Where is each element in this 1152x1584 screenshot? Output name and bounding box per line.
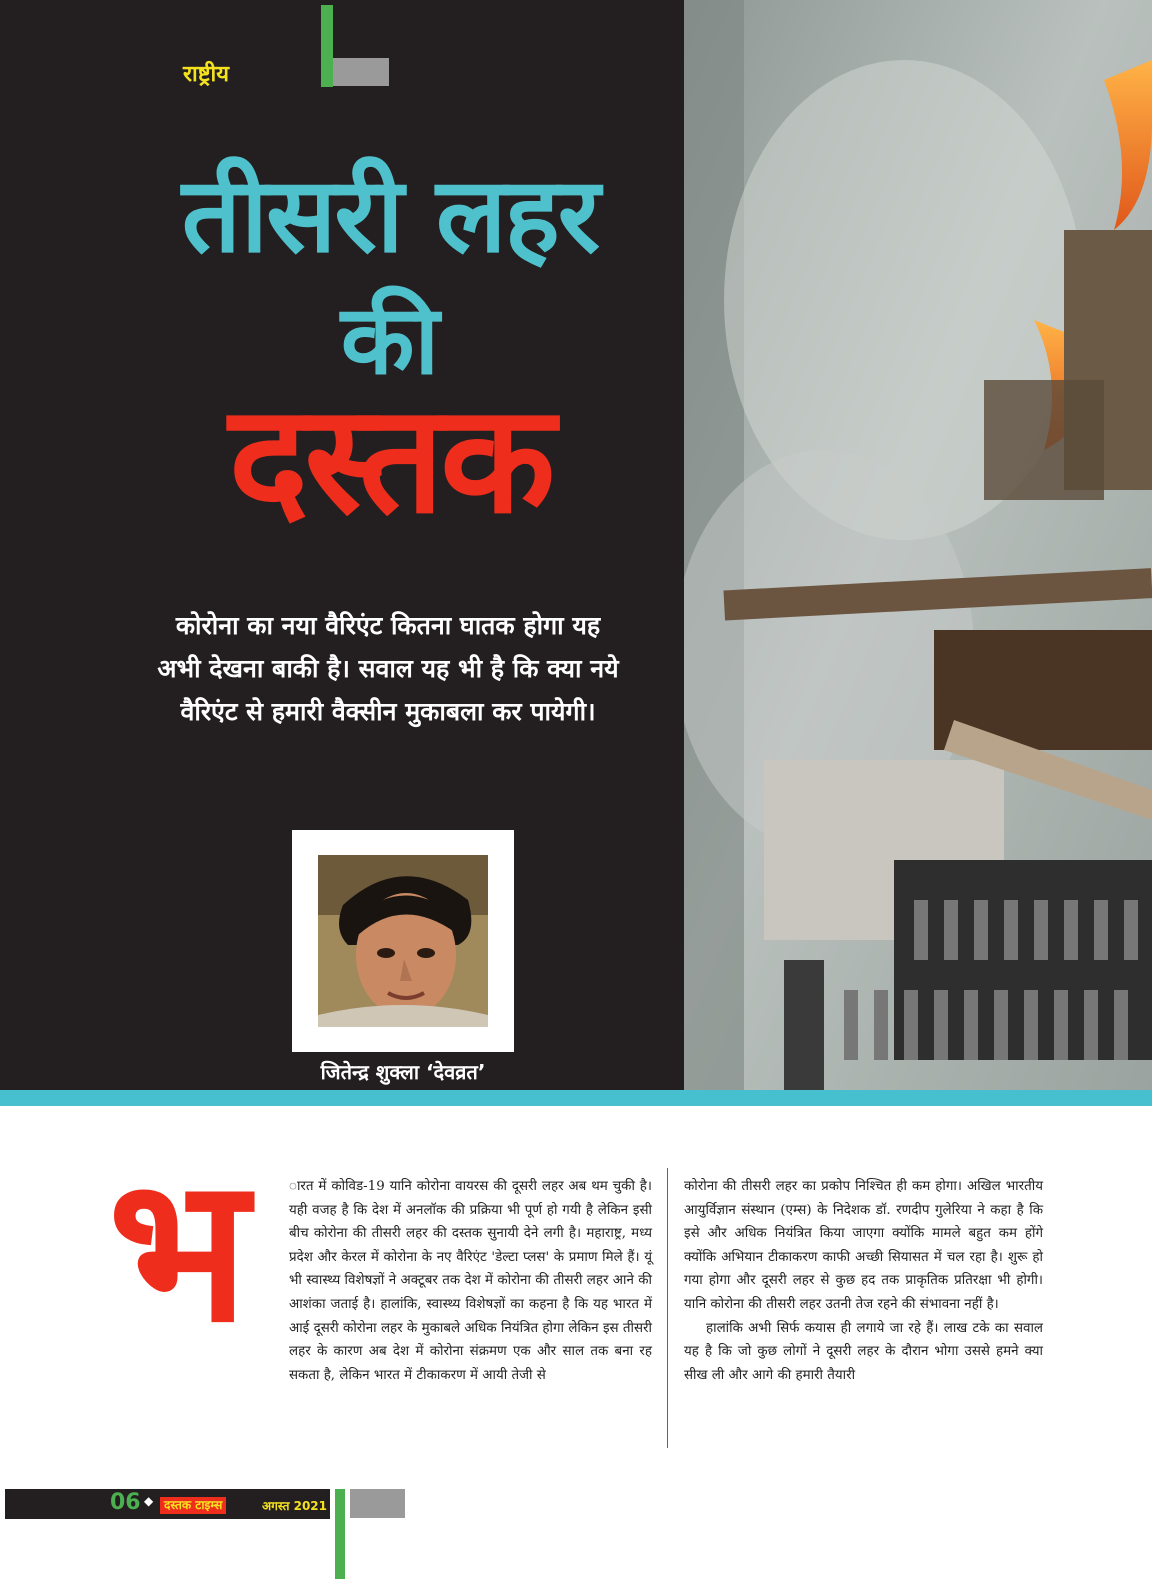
green-accent-bar: [335, 1489, 345, 1579]
issue-date: अगस्त 2021: [262, 1499, 328, 1513]
body-paragraph: हालांकि अभी सिर्फ कयास ही लगाये जा रहे हैं। लाख टके का सवाल यह है कि जो कुछ लोगों ने दूसरी लहर के दौरान भोगा उससे हमने क्या सीख ली और आगे की हमारी तैयारी: [684, 1320, 1043, 1383]
author-photo: [318, 855, 488, 1027]
body-paragraph: कोरोना की तीसरी लहर का प्रकोप निश्चित ही कम होगा। अखिल भारतीय आयुर्विज्ञान संस्थान (एम्स) के निदेशक डॉ. रणदीप गुलेरिया ने कहा है कि इसे और अधिक नियंत्रित किया जाएगा क्योंकि मामले बहुत कम होंगे क्योंकि अभियान टीकाकरण काफी अच्छी सियासत में चल रहा है। शुरू हो गया होगा और दूसरी लहर से कुछ हद तक प्राकृतिक प्रतिरक्षा भी होगी। यानि कोरोना की तीसरी लहर उतनी तेज रहने की संभावना नहीं है।: [684, 1179, 1043, 1312]
deck-line-1: कोरोना का नया वैरिएंट कितना घातक होगा यह: [175, 611, 601, 640]
section-label: राष्ट्रीय: [183, 62, 230, 87]
drop-cap: भ: [108, 1132, 249, 1367]
deck-line-2: अभी देखना बाकी है। सवाल यह भी है कि क्या नये: [157, 654, 619, 683]
green-accent-bar: [321, 5, 333, 87]
body-column-left: [289, 1175, 652, 1387]
page-number: 06: [110, 1490, 141, 1515]
gray-accent-block: [333, 58, 389, 86]
headline-line-2: की: [340, 284, 440, 396]
gray-accent-block: [350, 1489, 405, 1518]
footer-separator: ◆: [144, 1494, 154, 1508]
deck-line-3: वैरिएंट से हमारी वैक्सीन मुकाबला कर पायेगी।: [180, 697, 596, 726]
cremation-photo: [684, 0, 1152, 1092]
teal-divider-bar: [0, 1090, 1152, 1106]
headline-line-3: दस्तक: [228, 373, 552, 547]
magazine-logo: दस्तक टाइम्स: [160, 1497, 226, 1514]
body-column-right: [684, 1175, 1043, 1387]
body-paragraph: ारत में कोविड-19 यानि कोरोना वायरस की दूसरी लहर अब थम चुकी है। यही वजह है कि देश में अनलॉक की प्रक्रिया भी पूर्ण हो गयी है लेकिन इसी बीच कोरोना की तीसरी लहर की दस्तक सुनायी देने लगी है। महाराष्ट्र, मध्य प्रदेश और केरल में कोरोना के नए वैरिएंट 'डेल्टा प्लस' के प्रमाण मिले हैं। यूं भी स्वास्थ्य विशेषज्ञों ने अक्टूबर तक देश में कोरोना की तीसरी लहर आने की आशंका जताई है। हालांकि, स्वास्थ्य विशेषज्ञों का कहना है कि यह भारत में आई दूसरी कोरोना लहर के मुकाबले अधिक नियंत्रित होगा लेकिन इस तीसरी लहर के कारण अब देश में कोरोना संक्रमण एक और साल तक बना रह सकता है, लेकिन भारत में टीकाकरण में आयी तेजी से: [289, 1179, 652, 1383]
headline-line-1: तीसरी लहर: [181, 154, 599, 276]
column-divider: [667, 1168, 668, 1448]
article-deck: [108, 604, 668, 733]
author-name: जितेन्द्र शुक्ला ‘देवव्रत’: [320, 1060, 486, 1084]
